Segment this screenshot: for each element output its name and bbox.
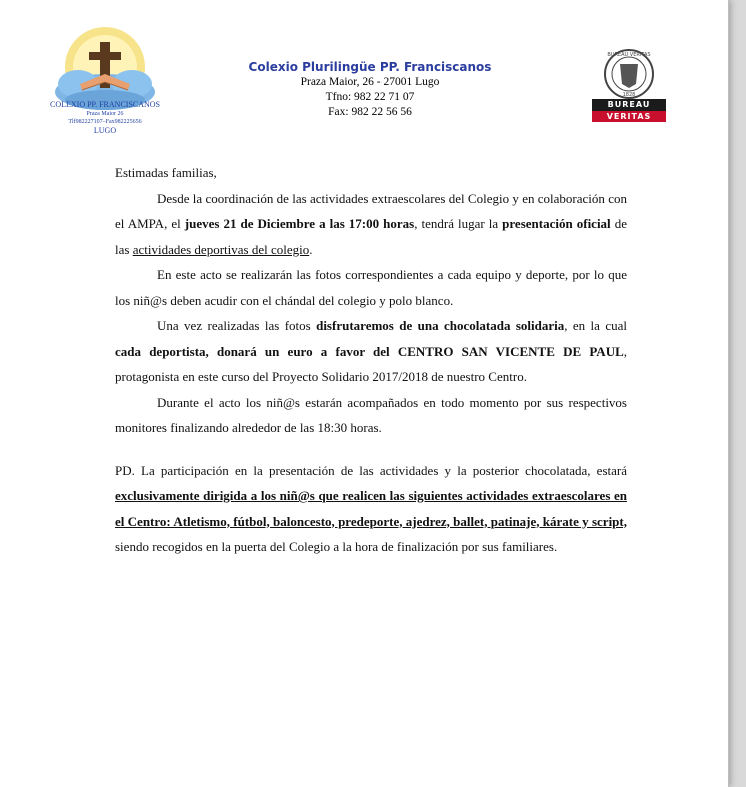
school-fax: Fax: 982 22 56 56	[328, 106, 412, 118]
eligible-activities: exclusivamente dirigida a los niñ@s que realicen las siguientes actividades extraescolares en el Centro: Atletismo, fútbol, baloncesto, predeporte, ajedrez, ballet, patinaje, kárate y script,	[115, 488, 627, 529]
event-date: jueves 21 de Diciembre a las 17:00 horas	[184, 216, 415, 231]
bv-label-bottom: VERITAS	[592, 111, 666, 122]
paragraph-3	[115, 313, 627, 390]
seal-ring-text: BUREAU VERITAS	[607, 52, 651, 58]
paragraph-1	[115, 186, 627, 263]
school-name: Colexio Plurilingüe PP. Franciscanos	[248, 60, 492, 74]
solidarity-chocolate: disfrutaremos de una chocolatada solidaria	[316, 318, 565, 333]
ps-text-c: siendo recogidos en la puerta del Colegio a la hora de finalización por sus familiares.	[115, 539, 558, 554]
p1-text-e: de las	[115, 216, 627, 257]
p1-text-c: , tendrá lugar la	[414, 216, 503, 231]
paragraph-2: En este acto se realizarán las fotos correspondientes a cada equipo y deporte, por lo que los niñ@s deben acudir con el chándal del colegio y polo blanco.	[115, 267, 627, 308]
logo-caption-address: Praza Maior 26	[86, 111, 124, 117]
school-address: Praza Maior, 26 - 27001 Lugo	[300, 76, 440, 88]
p3-text-a: Una vez realizadas las fotos	[157, 318, 317, 333]
letter-body	[115, 160, 627, 560]
paragraph-gap	[115, 441, 627, 458]
p1-text-a: Desde la coordinación de las actividades extraescolares del Colegio y en colaboración con el AMPA, el	[115, 190, 627, 231]
greeting: Estimadas familias,	[115, 165, 217, 180]
p3-text-c: , en la cual	[564, 318, 627, 333]
seal-year: 1828	[622, 92, 636, 98]
p1-text-g: .	[309, 241, 313, 257]
bv-label-top: BUREAU	[592, 99, 666, 111]
official-presentation: presentación oficial	[502, 216, 611, 231]
logo-caption-phone: Tlf982227107–Fax982225656	[68, 119, 142, 125]
donation-note: cada deportista, donará un euro a favor del CENTRO SAN VICENTE DE PAUL	[115, 343, 624, 359]
paragraph-4: Durante el acto los niñ@s estarán acompañados en todo momento por sus respectivos monitores finalizando alrededor de las 18:30 horas.	[115, 394, 627, 435]
postscript	[115, 458, 627, 560]
sports-activities: actividades deportivas del colegio	[132, 241, 310, 257]
p3-text-e: , protagonista en este curso del Proyecto Solidario 2017/2018 de nuestro Centro.	[115, 343, 627, 384]
letterhead	[220, 60, 520, 120]
ps-text-a: PD. La participación en la presentación de las actividades y la posterior chocolatada, estará	[115, 462, 627, 478]
logo-caption-city: LUGO	[93, 126, 117, 135]
logo-caption-name: COLEXIO PP. FRANCISCANOS	[49, 100, 161, 109]
school-phone: Tfno: 982 22 71 07	[325, 91, 415, 103]
